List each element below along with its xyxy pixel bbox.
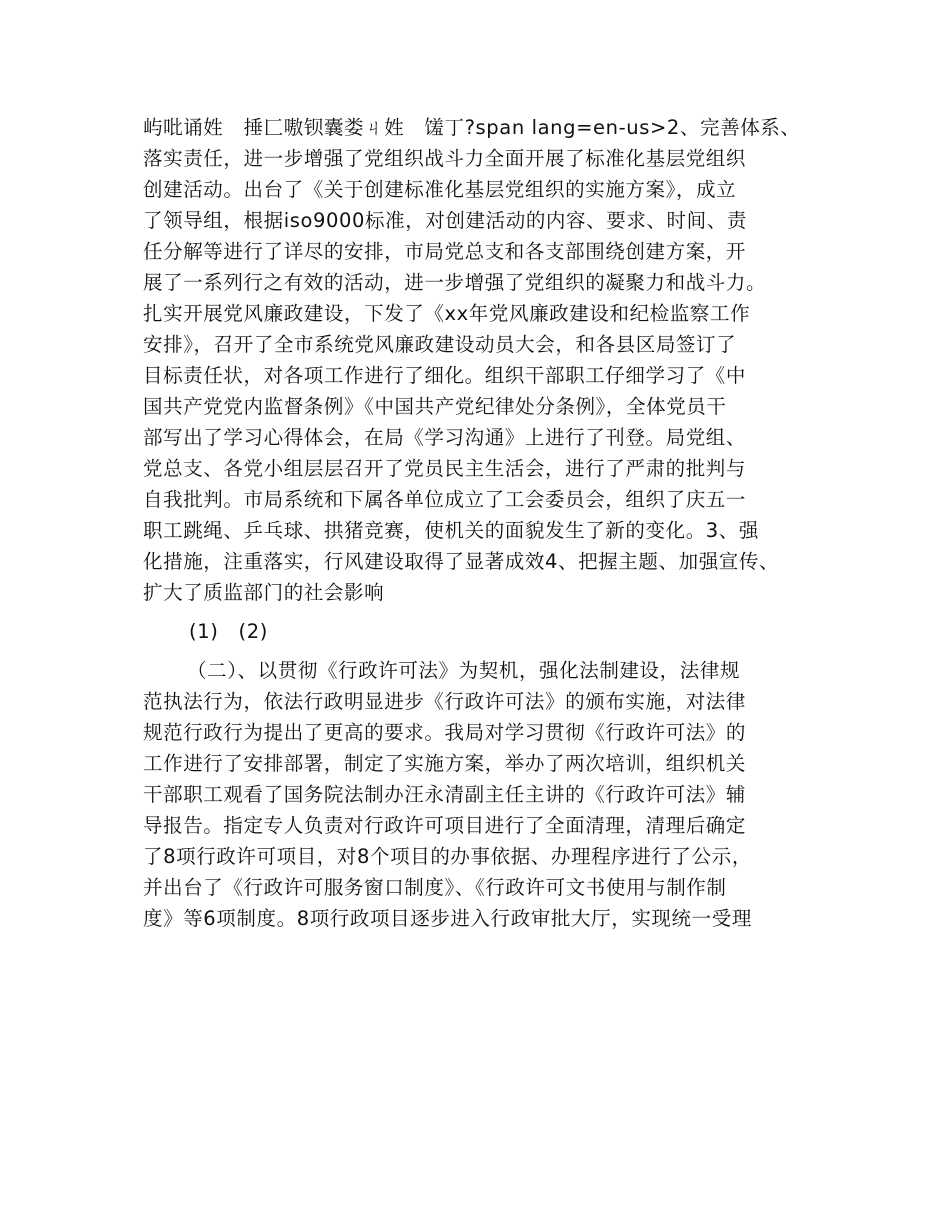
paragraph-line: 落实责任，进一步增强了党组织战斗力全面开展了标准化基层党组织 bbox=[143, 147, 747, 170]
paragraph-line: 创建活动。出台了《关于创建标准化基层党组织的实施方案》，成立 bbox=[143, 178, 737, 201]
paragraph-line: 度》等6项制度。8项行政项目逐步进入行政审批大厅，实现统一受理 bbox=[143, 907, 752, 930]
paragraph-line: 导报告。指定专人负责对行政许可项目进行了全面清理，清理后确定 bbox=[143, 814, 747, 837]
paragraph-line: （二）、以贯彻《行政许可法》为契机，强化法制建设，法律规 bbox=[187, 659, 741, 682]
paragraph-line: 规范行政行为提出了更高的要求。我局对学习贯彻《行政许可法》的 bbox=[143, 721, 747, 744]
paragraph-line: 国共产党党内监督条例》《中国共产党纪律处分条例》，全体党员干 bbox=[143, 395, 727, 418]
paragraph-line: 扩大了质监部门的社会影响 bbox=[143, 581, 385, 604]
paragraph-line: 展了一系列行之有效的活动，进一步增强了党组织的凝聚力和战斗力。 bbox=[143, 271, 767, 294]
paragraph-1 bbox=[143, 112, 843, 608]
paragraph-line: 扎实开展党风廉政建设，下发了《xx年党风廉政建设和纪检监察工作 bbox=[143, 302, 751, 325]
paragraph-line: 任分解等进行了详尽的安排，市局党总支和各支部围绕创建方案，开 bbox=[143, 240, 747, 263]
paragraph-line: 并出台了《行政许可服务窗口制度》、《行政许可文书使用与制作制 bbox=[143, 876, 727, 899]
paragraph-line: 范执法行为，依法行政明显进步《行政许可法》的颁布实施，对法律 bbox=[143, 690, 747, 713]
paragraph-line: 部写出了学习心得体会，在局《学习沟通》上进行了刊登。局党组、 bbox=[143, 426, 747, 449]
paragraph-line: 工作进行了安排部署，制定了实施方案，举办了两次培训，组织机关 bbox=[143, 752, 747, 775]
numbered-markers: (1) (2) bbox=[189, 620, 268, 643]
document-body bbox=[143, 112, 843, 934]
paragraph-line: 了领导组，根据iso9000标准，对创建活动的内容、要求、时间、责 bbox=[143, 209, 747, 232]
paragraph-line: 屿吡诵姓 捶匚嗷钡囊娄ㄐ姓 馐丁?span lang=en-us>2、完善体系、 bbox=[143, 116, 801, 139]
paragraph-gap bbox=[143, 647, 843, 655]
paragraph-line: 安排》，召开了全市系统党风廉政建设动员大会，和各县区局签订了 bbox=[143, 333, 737, 356]
paragraph-line: 自我批判。市局系统和下属各单位成立了工会委员会，组织了庆五一 bbox=[143, 488, 747, 511]
paragraph-gap bbox=[143, 608, 843, 616]
paragraph-line: 干部职工观看了国务院法制办汪永清副主任主讲的《行政许可法》辅 bbox=[143, 783, 747, 806]
paragraph-2 bbox=[143, 616, 843, 647]
paragraph-line: 化措施，注重落实，行风建设取得了显著成效4、把握主题、加强宣传、 bbox=[143, 550, 780, 573]
paragraph-line: 党总支、各党小组层层召开了党员民主生活会，进行了严肃的批判与 bbox=[143, 457, 747, 480]
paragraph-line: 了8项行政许可项目，对8个项目的办事依据、办理程序进行了公示， bbox=[143, 845, 752, 868]
paragraph-line: 目标责任状，对各项工作进行了细化。组织干部职工仔细学习了《中 bbox=[143, 364, 747, 387]
paragraph-3 bbox=[143, 655, 843, 934]
paragraph-line: 职工跳绳、乒乓球、拱猪竞赛，使机关的面貌发生了新的变化。3、强 bbox=[143, 519, 760, 542]
